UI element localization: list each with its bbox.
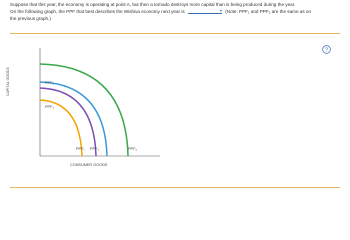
ppf-curve-3 — [40, 88, 96, 156]
ppf4-top-label: PPF₄ — [45, 81, 54, 85]
question-line-3: the previous graph.) — [10, 16, 51, 21]
question-note: (Note: PPF₁ and PPF₂ are the same as on — [225, 9, 312, 14]
svg-text:?: ? — [325, 47, 328, 54]
question-line-2 — [10, 9, 346, 15]
divider-bottom — [10, 187, 340, 188]
question-line-1: Suppose that this year, the economy is operating at point A, but then a tornado destroys more capital than is being produced during the year. — [10, 2, 296, 7]
chevron-down-icon: ▾ — [219, 8, 222, 14]
question-line-2-start: On the following graph, the PPF that best describes the Wishiva economy next year is — [10, 9, 185, 14]
ppf3-top-label: PPF₃ — [45, 105, 54, 109]
divider-top — [10, 33, 340, 34]
ppf4-bottom-label: PPF₄ — [128, 147, 137, 151]
x-axis-label: CONSUMER GOODS — [70, 163, 108, 167]
ppf3-bottom-label: PPF₃ — [90, 147, 99, 151]
ppf-dropdown[interactable] — [188, 9, 222, 14]
ppf1-bottom-label: PPF₁ — [76, 147, 85, 151]
y-axis-label: CAPITAL GOODS — [6, 67, 10, 96]
ppf-graph — [10, 38, 340, 186]
